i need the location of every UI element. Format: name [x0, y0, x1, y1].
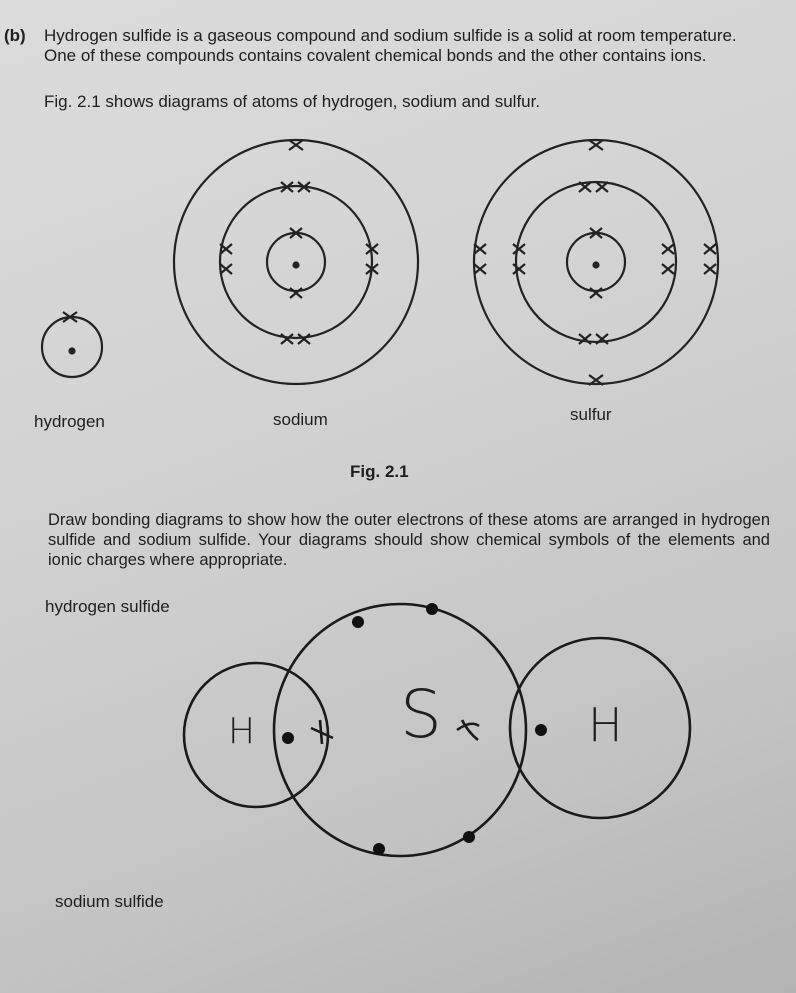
left-h-symbol: H — [228, 711, 256, 752]
figure-intro: Fig. 2.1 shows diagrams of atoms of hydrogen, sodium and sulfur. — [44, 92, 541, 111]
sodium-sulfide-label: sodium sulfide — [55, 892, 164, 911]
s-symbol: S — [400, 676, 442, 753]
intro-line-2: One of these compounds contains covalent chemical bonds and the other contains ions. — [44, 46, 707, 65]
part-label: (b) — [4, 26, 26, 45]
sodium-atom-diagram — [174, 140, 418, 384]
hydrogen-atom-diagram — [42, 312, 102, 377]
sodium-label: sodium — [273, 410, 328, 429]
sulfur-atom-diagram — [474, 140, 718, 385]
hydrogen-sulfide-label: hydrogen sulfide — [45, 597, 170, 616]
right-h-symbol: H — [588, 698, 623, 752]
task-instruction: Draw bonding diagrams to show how the outer electrons of these atoms are arranged in hydrogen sulfide and sodium sulfide. Your diagrams should show chemical symbols of the elements and ionic charges where appropriate. — [48, 511, 770, 569]
hydrogen-label: hydrogen — [34, 412, 105, 431]
sulfur-label: sulfur — [570, 405, 612, 424]
figure-caption: Fig. 2.1 — [350, 462, 409, 481]
intro-line-1: Hydrogen sulfide is a gaseous compound and sodium sulfide is a solid at room temperature. — [44, 26, 737, 45]
